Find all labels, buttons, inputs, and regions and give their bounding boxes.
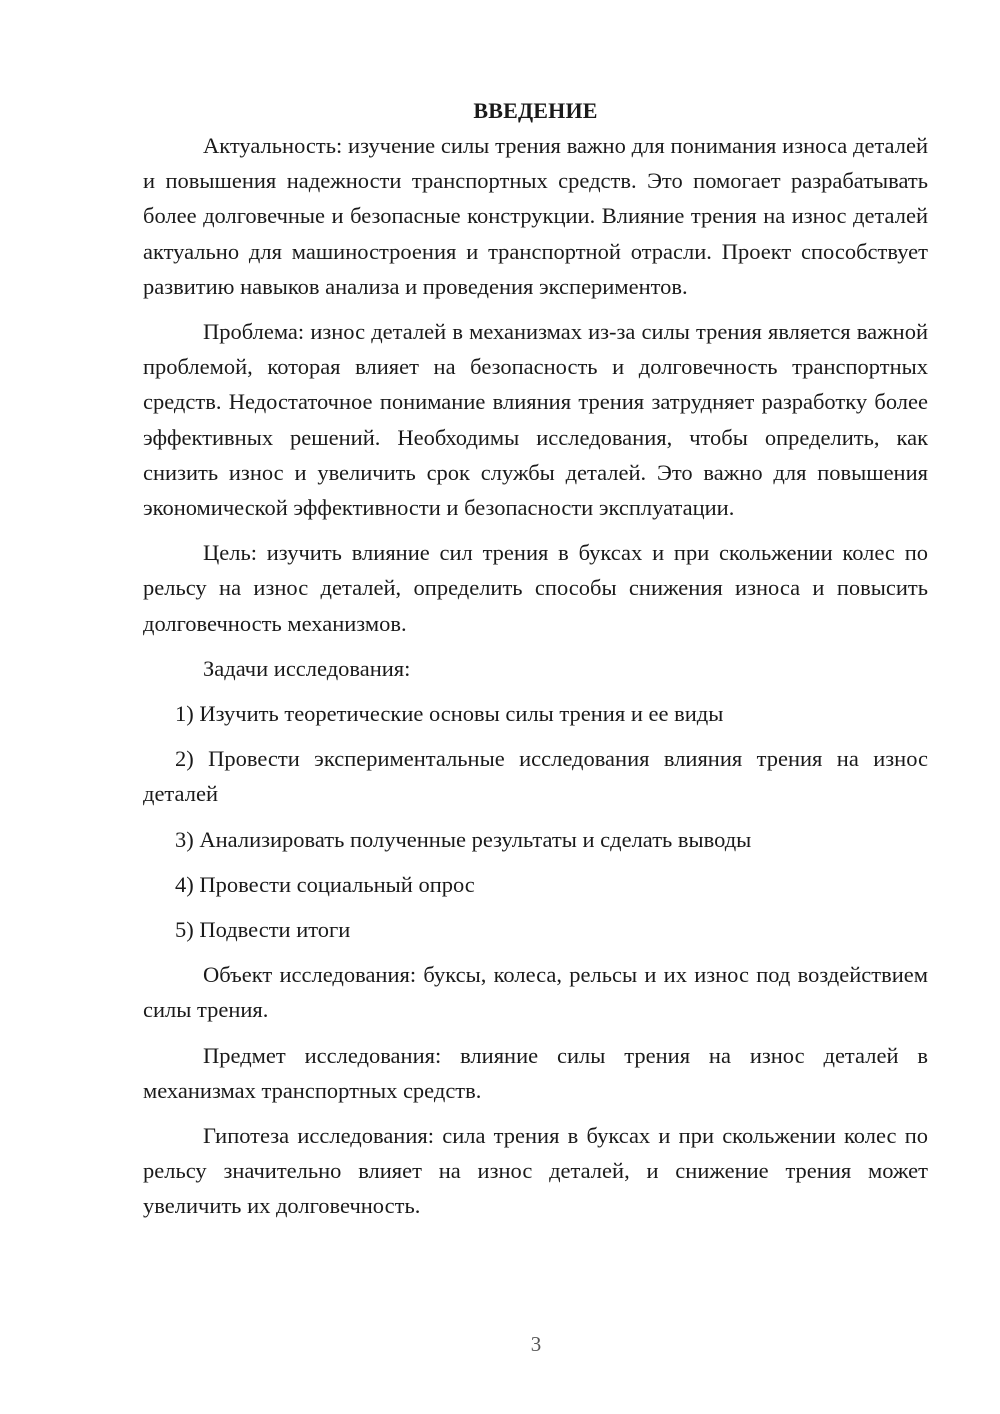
page-number: 3 — [530, 1332, 542, 1356]
paragraph-relevance: Актуальность: изучение силы трения важно для понимания износа деталей и повышения надежности транспортных средств. Это помогает разрабатывать более долговечные и безопасные конструкции. Влияние трения на износ деталей актуально для машиностроения и транспортной отрасли. Проект способствует развитию навыков анализа и проведения экспериментов. — [143, 133, 928, 299]
paragraph-subject: Предмет исследования: влияние силы трения на износ деталей в механизмах транспортных средств. — [143, 1042, 928, 1103]
list-item-task-1: 1) Изучить теоретические основы силы трения и ее виды — [175, 701, 724, 727]
list-item-task-3: 3) Анализировать полученные результаты и сделать выводы — [175, 826, 752, 852]
list-item-task-4: 4) Провести социальный опрос — [175, 871, 475, 897]
list-item-task-5: 5) Подвести итоги — [175, 917, 351, 943]
tasks-heading: Задачи исследования: — [203, 655, 411, 681]
paragraph-hypothesis: Гипотеза исследования: сила трения в буксах и при скольжении колес по рельсу значительно влияет на износ деталей, и снижение трения может увеличить их долговечность. — [143, 1123, 928, 1219]
document-page — [143, 96, 928, 1234]
page-title: ВВЕДЕНИЕ — [473, 98, 598, 123]
paragraph-problem: Проблема: износ деталей в механизмах из-за силы трения является важной проблемой, которая влияет на безопасность и долговечность транспортных средств. Недостаточное понимание влияния трения затрудняет разработку более эффективных решений. Необходимы исследования, чтобы определить, как снизить износ и увеличить срок службы деталей. Это важно для повышения экономической эффективности и безопасности эксплуатации. — [143, 319, 928, 521]
paragraph-goal: Цель: изучить влияние сил трения в буксах и при скольжении колес по рельсу на износ деталей, определить способы снижения износа и повысить долговечность механизмов. — [143, 540, 928, 636]
paragraph-object: Объект исследования: буксы, колеса, рельсы и их износ под воздействием силы трения. — [143, 962, 928, 1023]
list-item-task-2: 2) Провести экспериментальные исследования влияния трения на износ деталей — [143, 746, 928, 807]
